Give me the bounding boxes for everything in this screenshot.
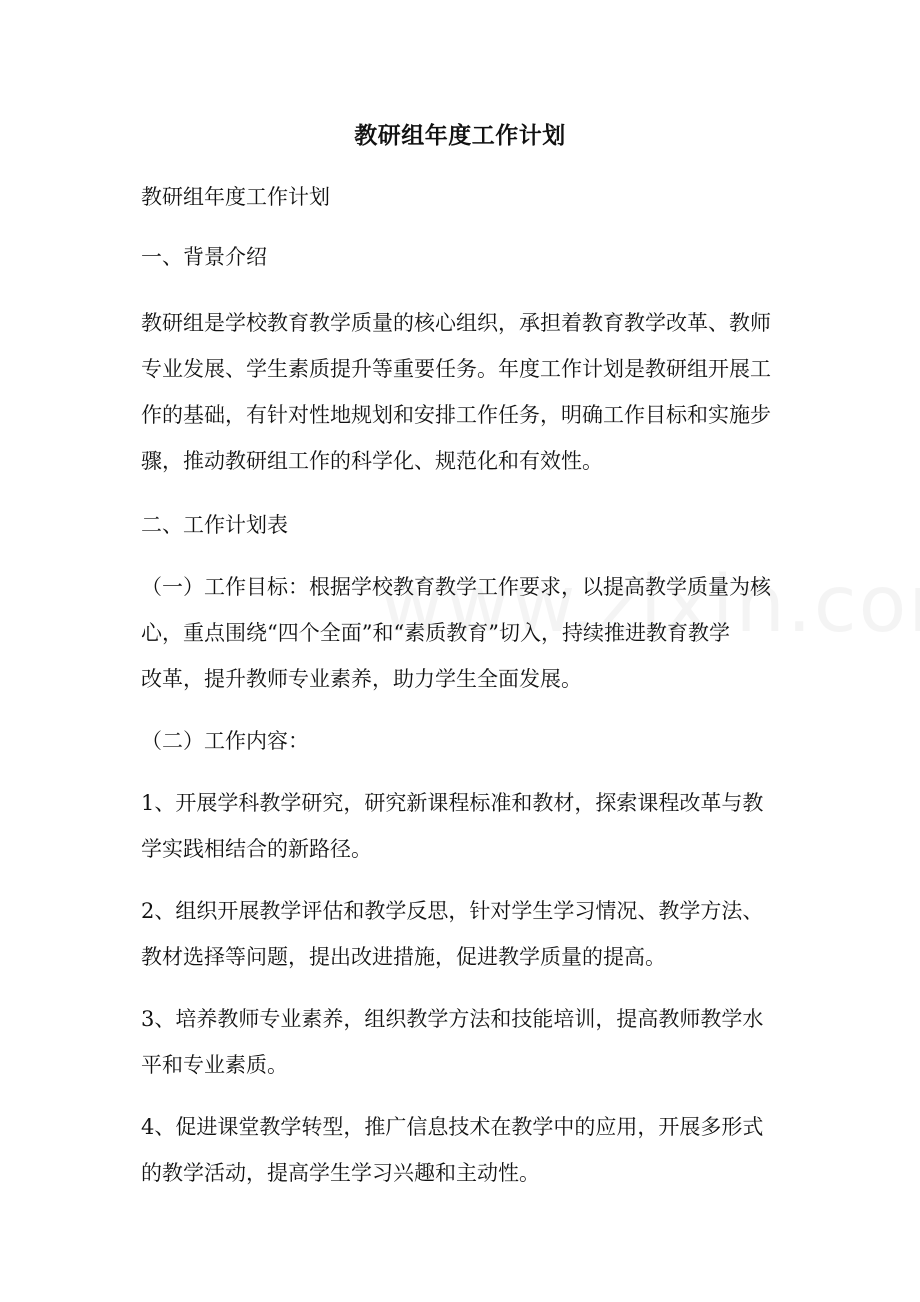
list-item-line: 学实践相结合的新路径。 [141, 837, 372, 861]
paragraph-line: （一）工作目标：根据学校教育教学工作要求，以提高教学质量为核 [141, 575, 771, 599]
list-item-line: 3、培养教师专业素养，组织教学方法和技能培训，提高教师教学水 [141, 1007, 764, 1031]
list-item-line: 平和专业素质。 [141, 1053, 288, 1077]
section-heading-background: 一、背景介绍 [141, 245, 267, 269]
paragraph-line: 专业发展、学生素质提升等重要任务。年度工作计划是教研组开展工 [141, 357, 771, 381]
list-item-line: 教材选择等问题，提出改进措施，促进教学质量的提高。 [141, 945, 666, 969]
subtitle-line: 教研组年度工作计划 [141, 185, 330, 209]
paragraph-line: 心，重点围绕“四个全面”和“素质教育”切入，持续推进教育教学 [141, 621, 730, 645]
paragraph-line: 教研组是学校教育教学质量的核心组织，承担着教育教学改革、教师 [141, 311, 771, 335]
document-title: 教研组年度工作计划 [354, 123, 566, 149]
paragraph-line: 作的基础，有针对性地规划和安排工作任务，明确工作目标和实施步 [141, 403, 771, 427]
section-heading-plan: 二、工作计划表 [141, 513, 288, 537]
list-item-line: 4、促进课堂教学转型，推广信息技术在教学中的应用，开展多形式 [141, 1115, 764, 1139]
list-item-line: 2、组织开展教学评估和教学反思，针对学生学习情况、教学方法、 [141, 899, 764, 923]
list-item-line: 1、开展学科教学研究，研究新课程标准和教材，探索课程改革与教 [141, 791, 764, 815]
list-item-line: 的教学活动，提高学生学习兴趣和主动性。 [141, 1161, 540, 1185]
paragraph-line: 改革，提升教师专业素养，助力学生全面发展。 [141, 667, 582, 691]
subsection-heading-content: （二）工作内容： [141, 729, 309, 753]
paragraph-line: 骤，推动教研组工作的科学化、规范化和有效性。 [141, 449, 603, 473]
